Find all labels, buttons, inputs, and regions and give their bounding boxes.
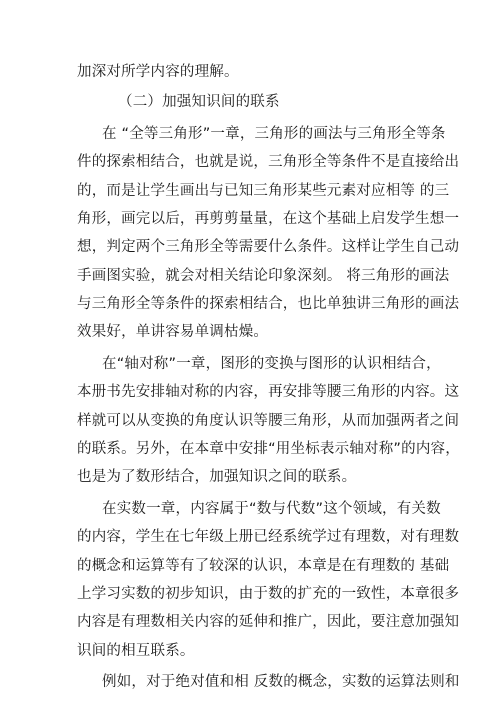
text-line: 在实数一章，内容属于“数与代数”这个领域，有关数 (102, 501, 441, 517)
text-line: 识间的相互联系。 (77, 643, 195, 659)
text-line: 想，判定两个三角形全等需要什么条件。这样让学生自己动 (77, 239, 460, 255)
text-line: 样就可以从变换的角度认识等腰三角形，从而加强两者之间 (77, 413, 460, 429)
text-line: 的概念和运算等有了较深的认识，本章是在有理数的 基础 (77, 558, 450, 574)
text-line: 的联系。另外，在本章中安排“用坐标表示轴对称”的内容， (77, 441, 460, 457)
text-line: 角形，画完以后，再剪剪量量，在这个基础上启发学生想一 (77, 211, 460, 227)
text-line: 上学习实数的初步知识，由于数的扩充的一致性，本章很多 (77, 586, 460, 602)
text-line: 内容是有理数相关内容的延伸和推广，因此，要注意加强知 (77, 614, 460, 630)
text-line: 效果好，单讲容易单调枯燥。 (77, 324, 269, 340)
text-line: 在“轴对称”一章，图形的变换与图形的认识相结合， (102, 356, 441, 372)
text-line: 本册书先安排轴对称的内容，再安排等腰三角形的内容。这 (77, 384, 460, 400)
section-heading: （二）加强知识间的联系 (118, 94, 280, 110)
text-line: 手画图实验，就会对相关结论印象深刻。 将三角形的画法 (77, 268, 450, 284)
text-line: 的内容，学生在七年级上册已经系统学过有理数，对有理数 (77, 529, 460, 545)
text-line: 例如，对于绝对值和相 反数的概念，实数的运算法则和 (102, 674, 460, 690)
text-line: 的，而是让学生画出与已知三角形某些元素对应相等 的三 (77, 183, 450, 199)
text-line: 加深对所学内容的理解。 (77, 64, 239, 80)
text-line: 也是为了数形结合，加强知识之间的联系。 (77, 469, 357, 485)
text-line: 与三角形全等条件的探索相结合，也比单独讲三角形的画法 (77, 296, 460, 312)
text-line: 件的探索相结合，也就是说，三角形全等条件不是直接给出 (77, 154, 460, 170)
text-line: 在 “全等三角形”一章，三角形的画法与三角形全等条 (102, 126, 446, 142)
